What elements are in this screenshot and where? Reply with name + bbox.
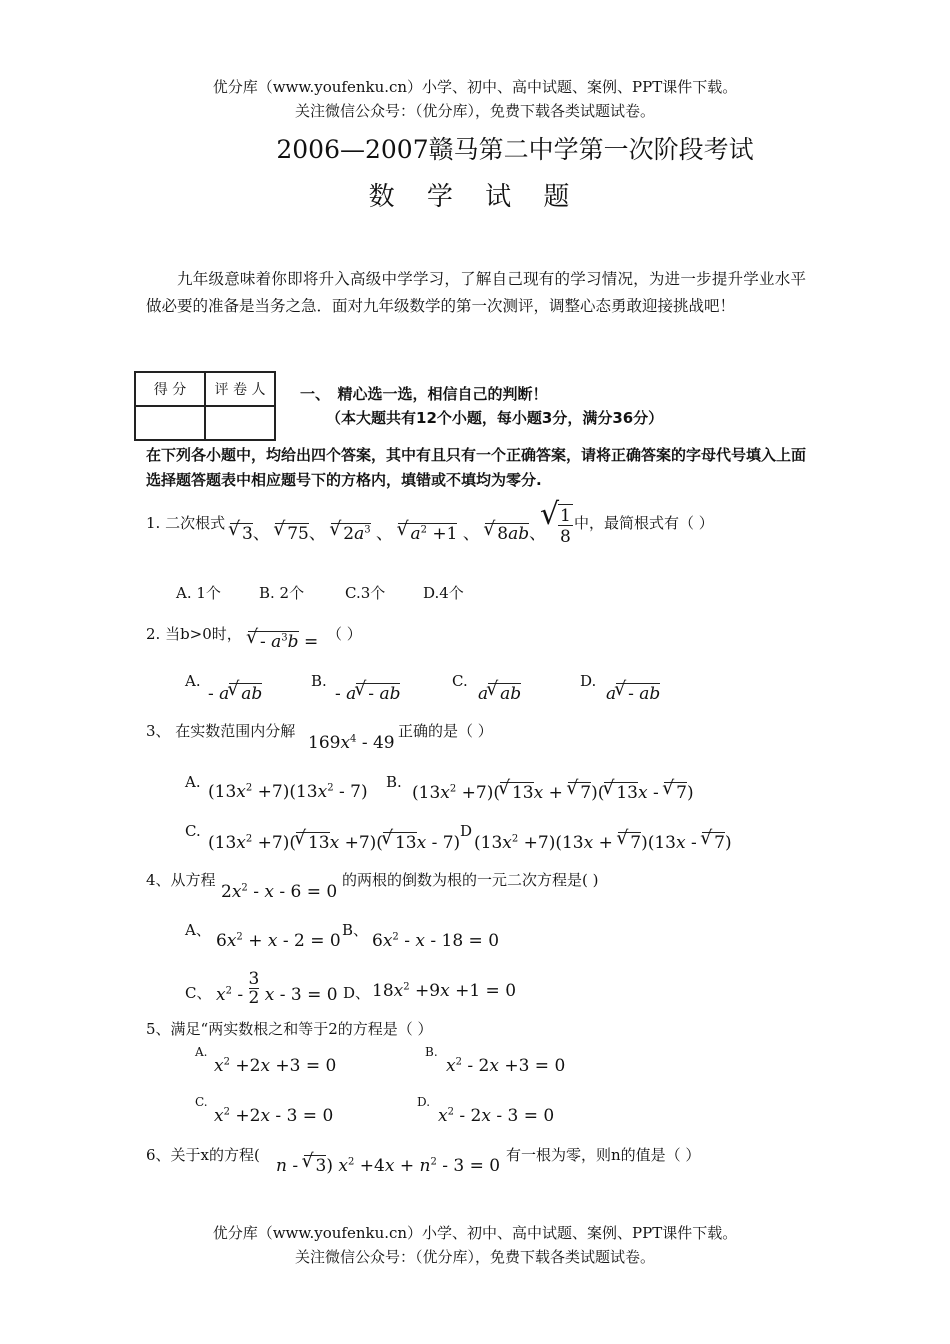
exam-title: 2006—2007赣马第二中学第一次阶段考试 <box>276 135 754 164</box>
q4-option-c-label[interactable]: C、 <box>185 984 212 1002</box>
q1-option-c[interactable]: C.3个 <box>345 584 386 602</box>
q2-option-d[interactable]: a√ - ab <box>606 683 660 704</box>
q2-expression: √ - $a^3b$ = <box>248 631 318 652</box>
q4-option-b-label[interactable]: B、 <box>342 921 369 939</box>
q4-option-d-label[interactable]: D、 <box>343 984 371 1002</box>
section1-instruction: 在下列各小题中，均给出四个答案，其中有且只有一个正确答案，请将正确答案的字母代号填入上面选择题答题表中相应题号下的方格内，填错或不填均为零分. <box>146 446 807 489</box>
q3-option-d-label[interactable]: D <box>460 822 473 840</box>
q5-option-d-label[interactable]: D. <box>417 1095 431 1109</box>
q1-radicals: √ 3、 √ 75、 √ $2a^3$ 、 √ $a^2 +1$ 、 √ 8ab、 <box>230 519 546 544</box>
q5-option-c[interactable]: $x^2 +2x - 3 = 0$ <box>214 1106 334 1126</box>
grader-header: 评 卷 人 <box>205 372 275 406</box>
q6-stem-b: 有一根为零，则n的值是（ ） <box>506 1146 701 1164</box>
q3-option-b[interactable]: $(13x^2 +7)(√$ 13x + √ 7)(√ 13x - √ 7) <box>412 782 694 803</box>
intro-paragraph: 九年级意味着你即将升入高级中学学习，了解自己现有的学习情况，为进一步提升学业水平做必要的准备是当务之急．面对九年级数学的第一次测评，调整心态勇敢迎接挑战吧！ <box>146 270 806 315</box>
q3-expression: $169x^4 - 49$ <box>308 733 395 753</box>
q4-option-a[interactable]: $6x^2 + x - 2 = 0$ <box>216 931 341 951</box>
footer-line-1: 优分库（www.youfenku.cn）小学、初中、高中试题、案例、PPT课件下载。 <box>212 1224 738 1242</box>
q3-option-a-label[interactable]: A. <box>185 773 201 791</box>
q2-option-a-label[interactable]: A. <box>185 672 201 690</box>
q4-option-a-label[interactable]: A、 <box>185 921 211 939</box>
q2-option-b[interactable]: - a√ - ab <box>335 683 400 704</box>
q5-option-b-label[interactable]: B. <box>425 1045 438 1059</box>
grader-cell[interactable] <box>205 406 275 440</box>
q3-option-d[interactable]: $(13x^2 +7)(13x$ + √ 7)(13x - √ 7) <box>474 832 732 853</box>
q4-equation: $2x^2 - x - 6 = 0$ <box>221 882 338 902</box>
q6-equation: n - √ 3) $x^2 +4x + n^2 - 3 = 0$ <box>276 1155 500 1176</box>
q2-stem-b: （ ） <box>327 625 362 643</box>
q4-stem-b: 的两根的倒数为根的一元二次方程是( ) <box>342 871 599 889</box>
q4-option-b[interactable]: $6x^2 - x - 18 = 0$ <box>372 931 500 951</box>
score-table <box>134 371 276 441</box>
q3-option-c[interactable]: $(13x^2 +7)(√$ 13x +7)(√ 13x - 7) <box>208 832 460 853</box>
q5-option-c-label[interactable]: C. <box>195 1095 208 1109</box>
header-line-1: 优分库（www.youfenku.cn）小学、初中、高中试题、案例、PPT课件下载。 <box>212 78 738 96</box>
q5-option-b[interactable]: $x^2 - 2x +3 = 0$ <box>446 1056 566 1076</box>
q2-option-c-label[interactable]: C. <box>452 672 468 690</box>
score-cell[interactable] <box>135 406 205 440</box>
q2-option-d-label[interactable]: D. <box>580 672 597 690</box>
q3-stem-b: 正确的是（ ） <box>398 722 493 740</box>
q3-option-c-label[interactable]: C. <box>185 822 201 840</box>
q2-stem-a: 2. 当b>0时， <box>146 625 242 643</box>
q4-option-c[interactable]: $x^2$ - $\frac{3}{2}$ x - 3 = 0 <box>216 969 338 1008</box>
q3-stem-a: 3、 在实数范围内分解 <box>146 722 296 740</box>
q1-fraction: √ 1 8 <box>540 497 571 547</box>
q1-stem-b: 中，最简根式有（ ） <box>574 514 714 532</box>
q2-option-b-label[interactable]: B. <box>311 672 327 690</box>
q1-stem-a: 1. 二次根式 <box>146 514 226 532</box>
q4-option-d[interactable]: $18x^2 +9x +1 = 0$ <box>372 981 517 1001</box>
header-line-2: 关注微信公众号：（优分库），免费下载各类试题试卷。 <box>294 102 655 120</box>
score-header: 得 分 <box>135 372 205 406</box>
section1-note: （本大题共有12个小题，每小题3分，满分36分） <box>326 409 664 427</box>
q2-option-a[interactable]: - a√ ab <box>208 683 262 704</box>
q3-option-b-label[interactable]: B. <box>386 773 402 791</box>
q1-option-d[interactable]: D.4个 <box>423 584 464 602</box>
exam-subtitle: 数 学 试 题 <box>368 182 582 212</box>
q4-stem-a: 4、从方程 <box>146 871 216 889</box>
q1-option-b[interactable]: B. 2个 <box>259 584 305 602</box>
q5-stem: 5、满足“两实数根之和等于2的方程是（ ） <box>146 1020 433 1038</box>
footer-line-2: 关注微信公众号：（优分库），免费下载各类试题试卷。 <box>294 1248 655 1266</box>
q5-option-a[interactable]: $x^2 +2x +3 = 0$ <box>214 1056 337 1076</box>
section1-title: 一、 精心选一选，相信自己的判断！ <box>300 385 548 403</box>
q6-stem-a: 6、关于x的方程( <box>146 1146 260 1164</box>
q3-option-a[interactable]: $(13x^2 +7)(13x^2 - 7)$ <box>208 782 368 802</box>
q5-option-a-label[interactable]: A. <box>195 1045 208 1059</box>
q2-option-c[interactable]: a√ ab <box>478 683 521 704</box>
q1-option-a[interactable]: A. 1个 <box>176 584 221 602</box>
q5-option-d[interactable]: $x^2 - 2x - 3 = 0$ <box>438 1106 555 1126</box>
